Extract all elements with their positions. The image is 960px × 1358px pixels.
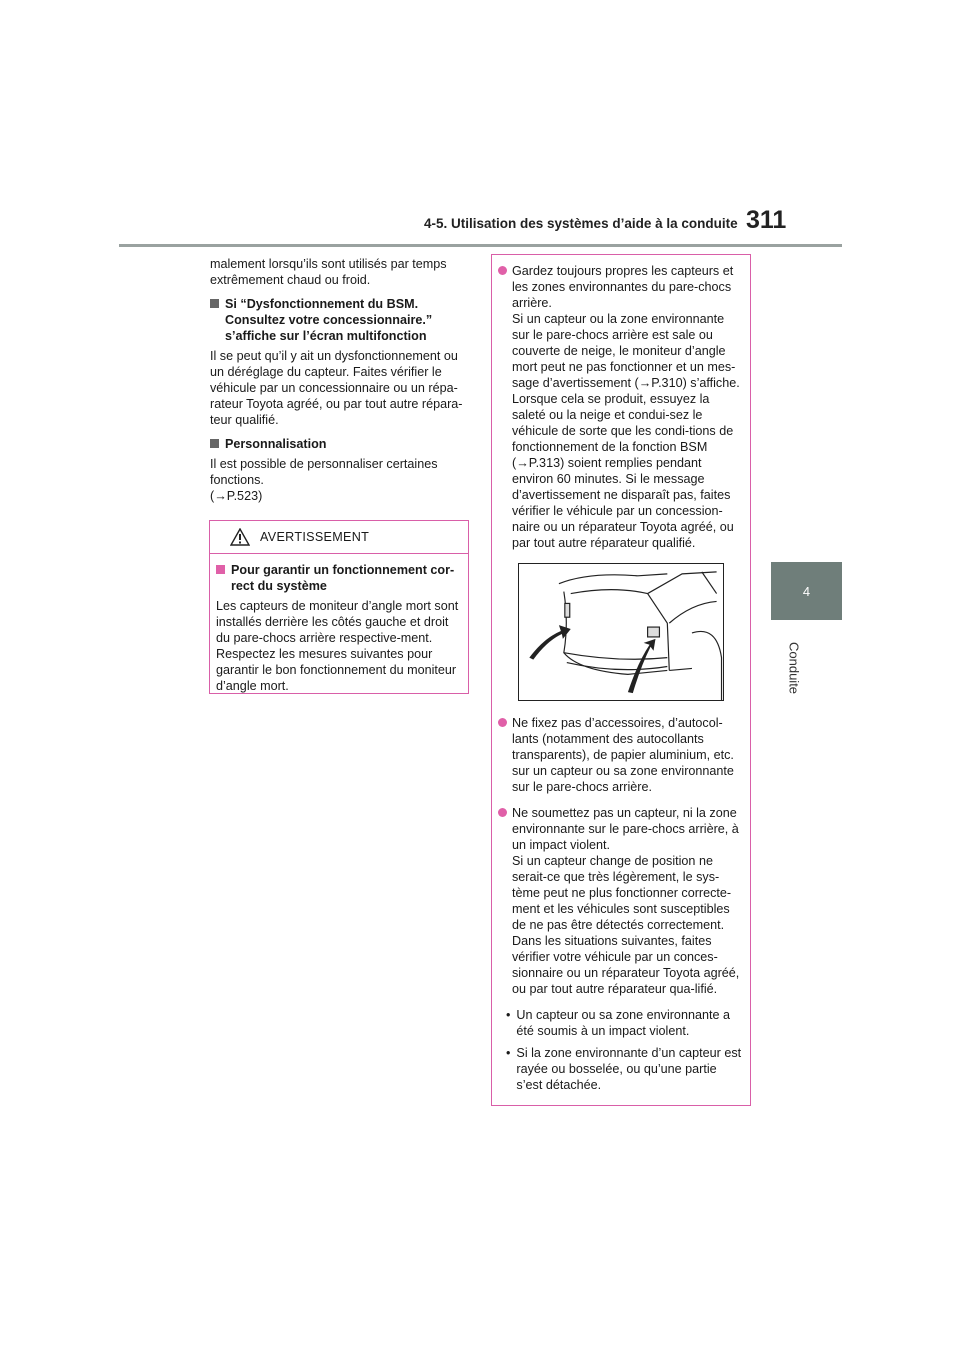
rear-bumper-sensor-illustration xyxy=(518,563,724,701)
section-heading-bsm xyxy=(210,296,472,344)
section-body-bsm: Il se peut qu’il y ait un dysfonctionnement ou un déréglage du capteur. Faites vérifier le véhicule par un concessionnaire ou un répa-rateur Toyota agréé, ou par tout autre répara-teur qualifié. xyxy=(210,349,463,427)
square-bullet-icon xyxy=(210,299,219,308)
warning-box xyxy=(209,520,469,694)
circle-bullet-icon xyxy=(498,718,507,727)
list-item-text: Gardez toujours propres les capteurs et les zones environnantes du pare-chocs arrière. Si un capteur ou la zone environnante sur le pare-chocs arrière est sale ou couverte de neige, le moniteur d’angle mort peut ne pas fonctionner et un mes-sage d’avertissement (→P.310) s’affiche. Lorsque cela se produit, essuyez la saleté ou la neige et condui-sez le véhicule de sorte que les condi-tions de fonctionnement de la fonction BSM (→P.313) soient remplies pendant environ 60 minutes. Si le message d’avertissement ne disparaît pas, faites vérifier le véhicule par un concession-naire ou un réparateur Toyota agréé, ou par tout autre réparateur qualifié. xyxy=(512,264,740,550)
section-heading-personnalisation xyxy=(210,436,472,452)
warning-heading-text: Pour garantir un fonctionnement cor-rect du système xyxy=(231,563,455,593)
warning-continuation-box xyxy=(491,254,751,1106)
list-item xyxy=(498,715,742,795)
warning-title: AVERTISSEMENT xyxy=(260,530,370,544)
warning-heading xyxy=(216,562,462,594)
chapter-label: Conduite xyxy=(786,641,802,695)
sub-bullet-mark: • xyxy=(506,1046,511,1060)
section-body-personnalisation: Il est possible de personnaliser certaines fonctions. xyxy=(210,457,438,487)
section-heading-text: Si “Dysfonctionnement du BSM. Consultez votre concessionnaire.” s’affiche sur l’écran multifonction xyxy=(225,297,433,343)
warning-text: Les capteurs de moniteur d’angle mort sont installés derrière les côtés gauche et droit du pare-chocs arrière respective-ment. Respectez les mesures suivantes pour garantir le bon fonctionnement du moniteur d’angle mort. xyxy=(216,599,459,693)
chapter-number: 4 xyxy=(802,583,811,599)
warning-triangle-icon xyxy=(230,528,250,546)
page-number: 311 xyxy=(746,206,787,234)
intro-text: malement lorsqu’ils sont utilisés par temps extrêmement chaud ou froid. xyxy=(210,257,447,287)
page-reference-link[interactable]: (→P.523) xyxy=(210,489,263,503)
sub-list-item-text: Si la zone environnante d’un capteur est rayée ou bosselée, ou qu’une partie s’est détachée. xyxy=(516,1046,742,1092)
square-bullet-icon xyxy=(216,565,225,574)
list-item xyxy=(498,263,742,551)
sub-bullet-mark: • xyxy=(506,1008,511,1022)
warning-header xyxy=(210,521,468,554)
sub-list-item xyxy=(506,1007,742,1039)
list-item-text: Ne soumettez pas un capteur, ni la zone environnante sur le pare-chocs arrière, à un impact violent. Si un capteur change de position ne serait-ce que très légèrement, le sys-tème peut ne plus fonctionner correcte-ment et les véhicules sont susceptibles de ne pas être détectés correctement. Dans les situations suivantes, faites vérifier votre véhicule par un conces-sionnaire ou un réparateur Toyota agréé, ou par tout autre réparateur qua-lifié. xyxy=(512,806,740,996)
sub-list-item xyxy=(506,1045,742,1093)
chapter-tab[interactable] xyxy=(771,562,842,620)
left-column xyxy=(210,256,472,512)
square-bullet-icon xyxy=(210,439,219,448)
header-divider xyxy=(119,244,842,247)
list-item xyxy=(498,805,742,997)
section-heading-text: Personnalisation xyxy=(225,437,327,451)
circle-bullet-icon xyxy=(498,266,507,275)
sub-list-item-text: Un capteur ou sa zone environnante a été soumis à un impact violent. xyxy=(516,1008,730,1038)
list-item-text: Ne fixez pas d’accessoires, d’autocol-lants (notamment des autocollants transparents), de papier aluminium, etc. sur un capteur ou sa zone environnante sur le pare-chocs arrière. xyxy=(512,716,734,794)
warning-body xyxy=(210,554,468,694)
circle-bullet-icon xyxy=(498,808,507,817)
section-title: 4-5. Utilisation des systèmes d’aide à la conduite xyxy=(424,216,738,231)
